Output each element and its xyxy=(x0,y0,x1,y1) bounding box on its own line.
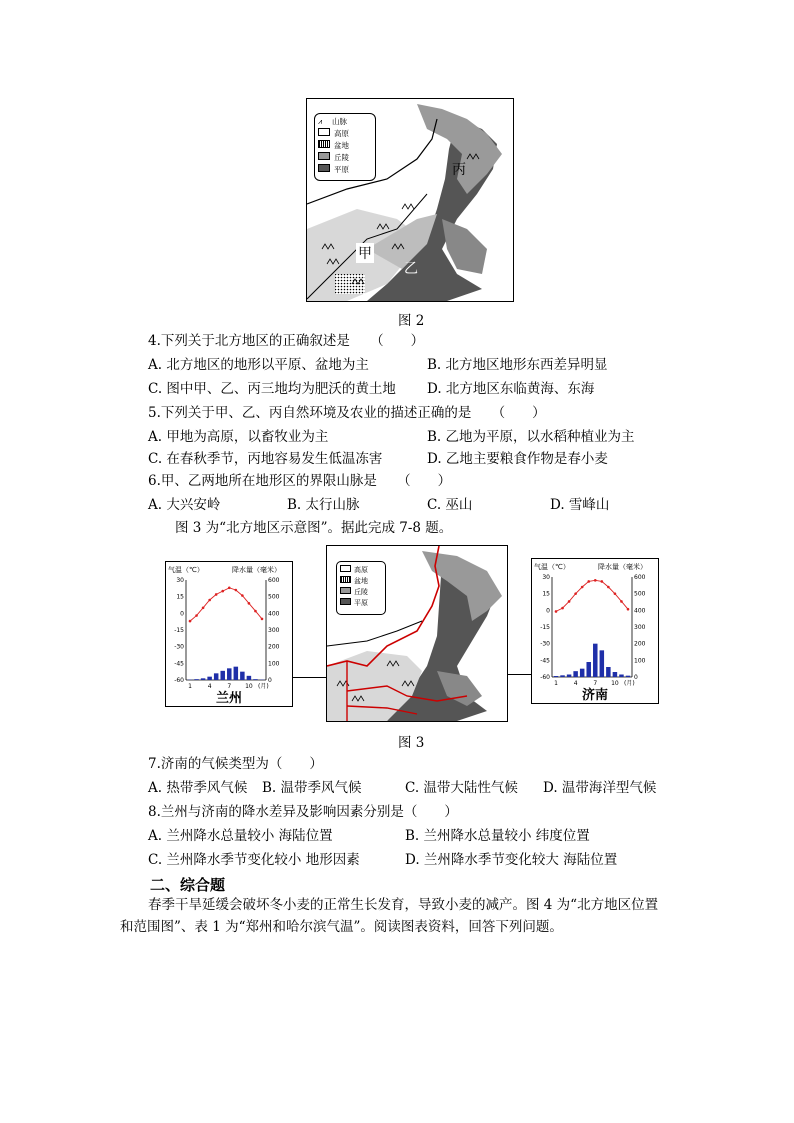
figure2-caption: 图 2 xyxy=(398,313,425,329)
precip-bar xyxy=(220,671,225,680)
precip-bar xyxy=(253,679,257,680)
temp-tick-label: -60 xyxy=(540,674,550,681)
temperature-point xyxy=(248,602,251,605)
precip-bar xyxy=(606,667,611,677)
q7-stem: 7.济南的气候类型为（ ） xyxy=(148,756,323,772)
q8-option-a: A. 兰州降水总量较小 海陆位置 xyxy=(148,828,333,844)
q4-option-a: A. 北方地区的地形以平原、盆地为主 xyxy=(148,357,369,373)
section2-para1: 春季干旱延缓会破坏冬小麦的正常生长发育，导致小麦的减产。图 4 为“北方地区位置 xyxy=(148,897,659,913)
precip-bar xyxy=(619,675,624,678)
temp-tick-label: -45 xyxy=(540,657,550,665)
temperature-point xyxy=(561,607,564,610)
temperature-point xyxy=(614,592,617,595)
q5-option-d: D. 乙地主要粮食作物是春小麦 xyxy=(427,451,608,467)
legend-basin: 盆地 xyxy=(334,141,349,150)
q6-option-b: B. 太行山脉 xyxy=(287,497,360,513)
label-jia: 甲 xyxy=(356,243,374,263)
q7-option-d: D. 温带海洋型气候 xyxy=(543,780,657,796)
precip-tick-label: 500 xyxy=(634,590,646,598)
label-bing: 丙 xyxy=(452,162,466,178)
precip-tick-label: 0 xyxy=(268,677,272,684)
legend-plateau: 高原 xyxy=(334,129,349,138)
intro-7-8: 图 3 为“北方地区示意图”。据此完成 7-8 题。 xyxy=(175,520,453,536)
city-name: 兰州 xyxy=(215,691,243,706)
month-tick-label: 7 xyxy=(593,680,598,687)
temperature-point xyxy=(202,606,205,609)
temperature-point xyxy=(189,620,192,623)
connector-left xyxy=(292,677,328,678)
q4-option-b: B. 北方地区地形东西差异明显 xyxy=(427,357,608,373)
temp-tick-label: 15 xyxy=(176,593,184,601)
temp-tick-label: -30 xyxy=(174,643,184,651)
q4-stem: 4.下列关于北方地区的正确叙述是 （ ） xyxy=(148,333,425,349)
q6-option-d: D. 雪峰山 xyxy=(550,497,610,513)
precip-tick-label: 200 xyxy=(634,640,646,648)
precip-tick-label: 100 xyxy=(268,660,280,668)
q5-stem: 5.下列关于甲、乙、丙自然环境及农业的描述正确的是 （ ） xyxy=(148,405,546,421)
temperature-point xyxy=(228,586,231,589)
q5-option-c: C. 在春秋季节，丙地容易发生低温冻害 xyxy=(148,451,383,467)
temperature-point xyxy=(574,592,577,595)
city-name: 济南 xyxy=(581,688,609,703)
section2-para2: 和范围图”、表 1 为“郑州和哈尔滨气温”。阅读图表资料，回答下列问题。 xyxy=(120,919,563,935)
precip-bar xyxy=(201,678,206,680)
temperature-point xyxy=(208,599,211,602)
legend3-basin: 盆地 xyxy=(354,577,368,585)
precip-axis-label: 降水量（毫米） xyxy=(232,566,281,574)
temperature-point xyxy=(241,594,244,597)
temp-tick-label: 30 xyxy=(176,577,184,584)
temp-tick-label: -15 xyxy=(174,627,184,634)
q5-option-a: A. 甲地为高原，以畜牧业为主 xyxy=(148,429,329,445)
precip-bar xyxy=(247,676,252,680)
q6-option-a: A. 大兴安岭 xyxy=(148,497,221,513)
precip-tick-label: 400 xyxy=(634,607,646,615)
q8-stem: 8.兰州与济南的降水差异及影响因素分别是（ ） xyxy=(148,804,458,820)
temperature-point xyxy=(627,608,630,611)
temp-axis-label: 气温（℃） xyxy=(534,563,570,571)
precip-bar xyxy=(586,662,591,677)
precip-tick-label: 500 xyxy=(268,593,280,601)
precip-bar xyxy=(573,671,578,677)
label-yi: 乙 xyxy=(404,261,418,277)
climate-chart-jinan xyxy=(531,558,659,704)
legend3-plateau: 高原 xyxy=(354,566,368,574)
month-tick-label: 1 xyxy=(188,683,192,690)
temperature-point xyxy=(581,586,584,589)
temperature-point xyxy=(568,600,571,603)
temperature-point xyxy=(235,589,238,592)
month-tick-label: 10 xyxy=(611,680,619,687)
temperature-point xyxy=(594,579,597,582)
month-unit-label: (月) xyxy=(258,683,269,690)
connector-right xyxy=(506,674,532,675)
q8-option-b: B. 兰州降水总量较小 纬度位置 xyxy=(405,828,590,844)
precip-bar xyxy=(600,650,605,677)
temp-tick-label: 0 xyxy=(180,610,184,618)
precip-bar xyxy=(567,675,572,678)
temperature-point xyxy=(555,610,558,613)
q7-option-a: A. 热带季风气候 xyxy=(148,780,248,796)
climate-chart-lanzhou xyxy=(165,561,293,707)
precip-bar xyxy=(593,644,598,677)
precip-bar xyxy=(580,669,585,677)
chart-svg-lanzhou xyxy=(166,562,292,706)
q6-option-c: C. 巫山 xyxy=(427,497,473,513)
q5-option-b: B. 乙地为平原，以水稻种植业为主 xyxy=(427,429,635,445)
legend-plain: 平原 xyxy=(334,165,349,174)
temp-tick-label: 30 xyxy=(542,574,550,581)
temperature-point xyxy=(221,590,224,593)
q8-option-c: C. 兰州降水季节变化较小 地形因素 xyxy=(148,852,360,868)
precip-bar xyxy=(613,672,618,677)
month-tick-label: 4 xyxy=(207,683,212,690)
legend3-hill: 丘陵 xyxy=(354,588,368,596)
temp-axis-label: 气温（℃） xyxy=(168,566,204,574)
q7-option-c: C. 温带大陆性气候 xyxy=(405,780,518,796)
precip-bar xyxy=(240,672,245,680)
precip-bar xyxy=(227,668,232,680)
legend3-plain: 平原 xyxy=(354,599,368,607)
temp-tick-label: -15 xyxy=(540,624,550,631)
precip-bar xyxy=(626,676,631,677)
q7-option-b: B. 温带季风气候 xyxy=(262,780,362,796)
figure2-legend: ⩘ 山脉 高原 盆地 丘陵 平原 xyxy=(314,113,376,181)
precip-bar xyxy=(554,676,559,677)
temperature-point xyxy=(261,618,264,621)
temperature-point xyxy=(587,580,590,583)
temperature-point xyxy=(620,600,623,603)
precip-bar xyxy=(234,667,239,680)
temp-tick-label: 0 xyxy=(546,607,550,615)
precip-tick-label: 0 xyxy=(634,674,638,681)
precip-bar xyxy=(560,675,565,677)
precip-tick-label: 600 xyxy=(634,574,646,581)
chart-svg-jinan xyxy=(532,559,658,703)
month-unit-label: (月) xyxy=(624,680,635,687)
month-tick-label: 4 xyxy=(573,680,578,687)
legend-hill: 丘陵 xyxy=(334,153,349,162)
month-tick-label: 10 xyxy=(245,683,253,690)
figure3-legend xyxy=(336,561,386,615)
precip-tick-label: 300 xyxy=(268,627,280,634)
legend-mountain: 山脉 xyxy=(332,117,347,126)
precip-tick-label: 400 xyxy=(268,610,280,618)
month-tick-label: 1 xyxy=(554,680,558,687)
temp-tick-label: 15 xyxy=(542,590,550,598)
precip-bar xyxy=(214,673,219,680)
precip-bar xyxy=(194,679,199,680)
temperature-point xyxy=(215,593,218,596)
temperature-line xyxy=(190,588,262,621)
q6-stem: 6.甲、乙两地所在地形区的界限山脉是 （ ） xyxy=(148,473,452,489)
q4-option-c: C. 图中甲、乙、丙三地均为肥沃的黄土地 xyxy=(148,381,396,397)
precip-bar xyxy=(207,677,212,680)
precip-tick-label: 100 xyxy=(634,657,646,665)
temp-tick-label: -60 xyxy=(174,677,184,684)
temperature-point xyxy=(607,586,610,589)
precip-tick-label: 200 xyxy=(268,643,280,651)
q8-option-d: D. 兰州降水季节变化较大 海陆位置 xyxy=(405,852,618,868)
precip-tick-label: 600 xyxy=(268,577,280,584)
temperature-point xyxy=(254,610,257,613)
precip-axis-label: 降水量（毫米） xyxy=(598,563,647,571)
q4-option-d: D. 北方地区东临黄海、东海 xyxy=(427,381,595,397)
figure3-caption: 图 3 xyxy=(398,735,425,751)
temp-tick-label: -30 xyxy=(540,640,550,648)
temperature-point xyxy=(195,614,198,617)
temperature-line xyxy=(556,580,628,611)
temp-tick-label: -45 xyxy=(174,660,184,668)
month-tick-label: 7 xyxy=(227,683,232,690)
precip-tick-label: 300 xyxy=(634,624,646,631)
temperature-point xyxy=(601,580,604,583)
section2-title: 二、综合题 xyxy=(150,876,226,894)
